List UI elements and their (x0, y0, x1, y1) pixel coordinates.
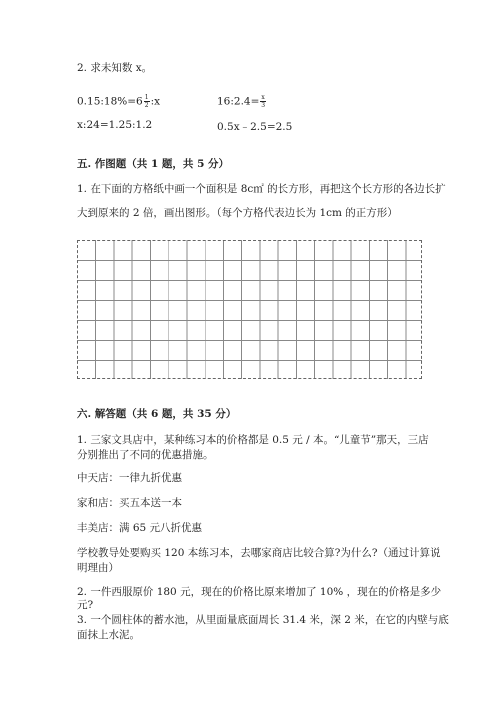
section-5-question-1-line-2: 大到原来的 2 倍，画出图形。（每个方格代表边长为 1cm 的正方形） (77, 207, 398, 219)
equation-1-fraction: $\frac{1}{2}$ (144, 94, 149, 109)
store-fengmei: 丰美店：满 65 元八折优惠 (77, 522, 203, 534)
section-6-question-2-line-1: 2. 一件西服原价 180 元，现在的价格比原来增加了 10% ，现在的价格是多少 (77, 586, 442, 598)
section-5-heading: 五. 作图题（共 1 题，共 5 分） (77, 158, 230, 170)
section-6-question-3-line-2: 面抹上水泥。 (77, 629, 140, 641)
equation-2-left: 16:2.4= (217, 95, 260, 108)
section-6-heading: 六. 解答题（共 6 题，共 35 分） (77, 408, 237, 420)
section-6-question-1-ask-line-1: 学校教导处要购买 120 本练习本，去哪家商店比较合算?为什么?（通过计算说 (77, 547, 441, 559)
store-zhongtian: 中天店：一律九折优惠 (77, 472, 182, 484)
question-2-title: 2. 求未知数 x。 (77, 62, 153, 74)
square-grid-paper (77, 240, 422, 379)
equation-1 (77, 94, 160, 109)
section-6-question-1-ask-line-2: 明理由） (77, 562, 119, 574)
store-jiahe: 家和店：买五本送一本 (77, 497, 182, 509)
section-6-question-1-line-1: 1. 三家文具店中，某种练习本的价格都是 0.5 元 / 本。“儿童节”那天，三店 (77, 434, 429, 446)
equation-4: 0.5x﹣2.5=2.5 (217, 121, 293, 133)
equation-3: x:24=1.25:1.2 (77, 119, 153, 131)
section-6-question-3-line-1: 3. 一个圆柱体的蓄水池，从里面量底面周长 31.4 米，深 2 米，在它的内壁与底 (77, 614, 449, 626)
equation-1-left: 0.15:18%=6 (77, 95, 143, 108)
equation-1-right: :x (150, 95, 161, 108)
equation-2-fraction: $\frac{x}{3}$ (261, 94, 266, 109)
section-6-question-2-line-2: 元? (77, 599, 94, 611)
equation-2 (217, 94, 267, 109)
section-6-question-1-line-2: 分别推出了不同的优惠措施。 (77, 449, 214, 461)
section-5-question-1-line-1: 1. 在下面的方格纸中画一个面积是 8c㎡ 的长方形，再把这个长方形的各边长扩 (77, 183, 446, 195)
